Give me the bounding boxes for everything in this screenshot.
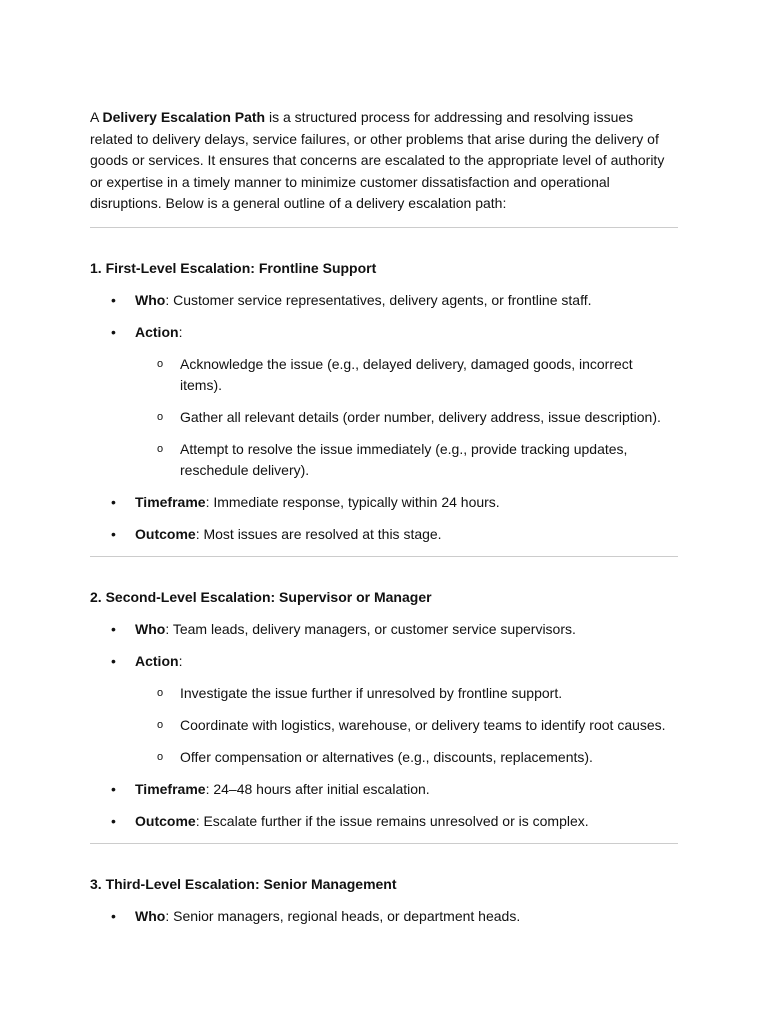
bullet-icon: • <box>111 780 116 797</box>
bullet-icon: • <box>111 907 116 924</box>
action-text: Gather all relevant details (order number, delivery address, issue description). <box>180 408 661 425</box>
timeframe-label: Timeframe <box>135 493 206 510</box>
section-1-actions <box>135 354 678 481</box>
action-suffix: : <box>178 652 183 669</box>
outcome-label: Outcome <box>135 525 196 542</box>
bullet-icon: • <box>111 620 116 637</box>
action-subitem <box>135 715 678 736</box>
circle-bullet-icon: o <box>157 442 164 455</box>
section-3-list <box>90 906 678 926</box>
divider <box>90 227 678 228</box>
timeframe-text: : 24–48 hours after initial escalation. <box>205 780 430 797</box>
action-text: Investigate the issue further if unresolved by frontline support. <box>180 684 563 701</box>
intro-term: Delivery Escalation Path <box>102 109 266 125</box>
section-2-list <box>90 619 678 671</box>
circle-bullet-icon: o <box>157 410 164 423</box>
bullet-icon: • <box>111 652 116 669</box>
section-1-title: 1. First-Level Escalation: Frontline Support <box>90 259 377 276</box>
who-label: Who <box>135 291 166 308</box>
action-text: Offer compensation or alternatives (e.g., discounts, replacements). <box>180 748 593 765</box>
action-subitem <box>135 683 678 704</box>
action-subitem <box>135 439 678 481</box>
outcome-text: : Most issues are resolved at this stage. <box>195 525 442 542</box>
document-page <box>90 107 678 926</box>
circle-bullet-icon: o <box>157 686 164 699</box>
who-text: : Senior managers, regional heads, or department heads. <box>165 907 521 924</box>
section-1-list <box>90 290 678 342</box>
action-subitem <box>135 354 678 396</box>
who-text: : Team leads, delivery managers, or customer service supervisors. <box>165 620 576 637</box>
who-item <box>90 906 678 926</box>
divider <box>90 556 678 557</box>
section-2-title: 2. Second-Level Escalation: Supervisor or Manager <box>90 588 432 605</box>
action-subitem <box>135 747 678 768</box>
bullet-icon: • <box>111 812 116 829</box>
action-subitem <box>135 407 678 428</box>
bullet-icon: • <box>111 493 116 510</box>
section-1-list-bottom <box>90 492 678 544</box>
outcome-text: : Escalate further if the issue remains unresolved or is complex. <box>195 812 589 829</box>
section-3-title: 3. Third-Level Escalation: Senior Management <box>90 875 397 892</box>
action-label: Action <box>135 652 179 669</box>
action-suffix: : <box>178 323 183 340</box>
intro-prefix: A <box>90 109 103 125</box>
circle-bullet-icon: o <box>157 718 164 731</box>
intro-paragraph <box>90 107 678 215</box>
timeframe-item <box>90 779 678 799</box>
action-item <box>90 322 678 342</box>
action-text: Coordinate with logistics, warehouse, or delivery teams to identify root causes. <box>180 716 666 733</box>
section-2-list-bottom <box>90 779 678 831</box>
who-label: Who <box>135 620 166 637</box>
divider <box>90 843 678 844</box>
who-item <box>90 619 678 639</box>
action-item <box>90 651 678 671</box>
bullet-icon: • <box>111 323 116 340</box>
timeframe-label: Timeframe <box>135 780 206 797</box>
action-text: Acknowledge the issue (e.g., delayed delivery, damaged goods, incorrect items). <box>180 355 633 393</box>
bullet-icon: • <box>111 291 116 308</box>
who-label: Who <box>135 907 166 924</box>
outcome-item <box>90 811 678 831</box>
bullet-icon: • <box>111 525 116 542</box>
circle-bullet-icon: o <box>157 750 164 763</box>
timeframe-text: : Immediate response, typically within 24 hours. <box>205 493 500 510</box>
who-text: : Customer service representatives, delivery agents, or frontline staff. <box>165 291 592 308</box>
action-text: Attempt to resolve the issue immediately (e.g., provide tracking updates, reschedule delivery). <box>180 440 628 478</box>
outcome-label: Outcome <box>135 812 196 829</box>
circle-bullet-icon: o <box>157 357 164 370</box>
timeframe-item <box>90 492 678 512</box>
section-2-actions <box>135 683 678 768</box>
who-item <box>90 290 678 310</box>
action-label: Action <box>135 323 179 340</box>
outcome-item <box>90 524 678 544</box>
intro-text: is a structured process for addressing and resolving issues related to delivery delays, service failures, or other problems that arise during the delivery of goods or services. It ensures that concerns are escalated to the appropriate level of authority or expertise in a timely manner to minimize customer dissatisfaction and operational disruptions. Below is a general outline of a delivery escalation path: <box>90 109 665 211</box>
